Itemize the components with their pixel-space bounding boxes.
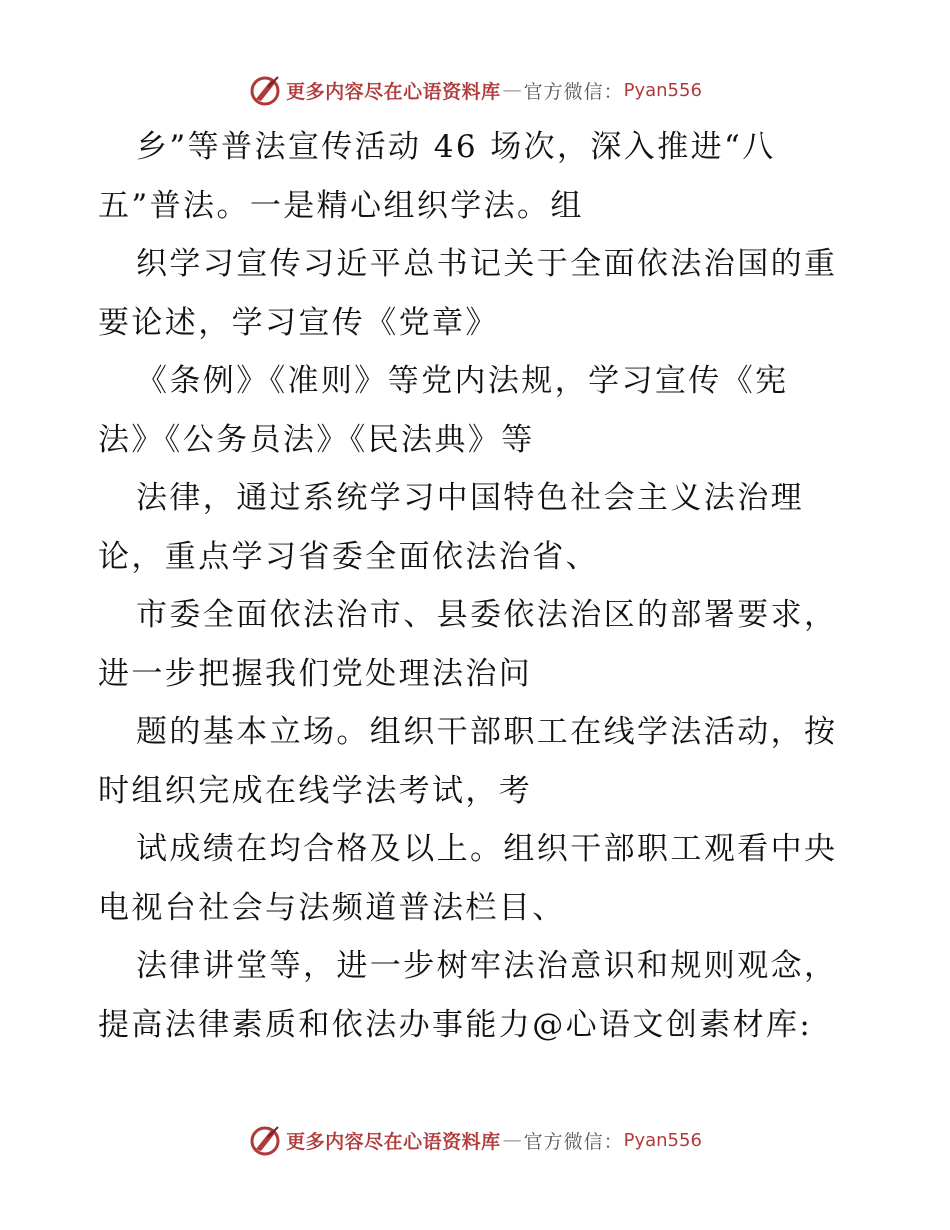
watermark-main-text: 更多内容尽在心语资料库 <box>286 1130 501 1153</box>
watermark-dash: — <box>502 1129 522 1151</box>
watermark-dash: — <box>502 79 522 101</box>
footer-watermark <box>0 1120 950 1160</box>
watermark-wechat-id: Pyan556 <box>623 1129 702 1151</box>
text-line: 题的基本立场。组织干部职工在线学法活动，按 <box>136 714 838 750</box>
watermark-sub-text: 官方微信： <box>523 80 624 103</box>
quill-logo-icon <box>248 1123 282 1157</box>
watermark-sub-text: 官方微信： <box>523 1130 624 1153</box>
quill-logo-icon <box>248 73 282 107</box>
text-line: 进一步把握我们党处理法治问 <box>98 655 533 692</box>
text-line: 五”普法。一是精心组织学法。组 <box>98 187 584 224</box>
text-line: 法律，通过系统学习中国特色社会主义法治理 <box>136 480 804 516</box>
text-line: 要论述，学习宣传《党章》 <box>98 304 499 341</box>
text-line: 市委全面依法治市、县委依法治区的部署要求， <box>136 597 838 633</box>
text-line: 电视台社会与法频道普法栏目、 <box>98 889 566 926</box>
watermark-wechat-id: Pyan556 <box>623 79 702 101</box>
text-line: 试成绩在均合格及以上。组织干部职工观看中央 <box>136 831 838 867</box>
text-line: 《条例》《准则》等党内法规，学习宣传《宪 <box>136 363 789 399</box>
text-line: 论，重点学习省委全面依法治省、 <box>98 538 599 575</box>
text-line: 乡”等普法宣传活动 46 场次，深入推进“八 <box>136 129 776 165</box>
text-line: 时组织完成在线学法考试，考 <box>98 772 533 809</box>
header-watermark <box>0 70 950 110</box>
text-line: 提高法律素质和依法办事能力@心语文创素材库: <box>98 1006 813 1043</box>
document-body <box>98 118 858 1054</box>
watermark-main-text: 更多内容尽在心语资料库 <box>286 80 501 103</box>
text-line: 法律讲堂等，进一步树牢法治意识和规则观念， <box>136 948 838 984</box>
text-line: 法》《公务员法》《民法典》等 <box>98 421 535 458</box>
text-line: 织学习宣传习近平总书记关于全面依法治国的重 <box>136 246 838 282</box>
